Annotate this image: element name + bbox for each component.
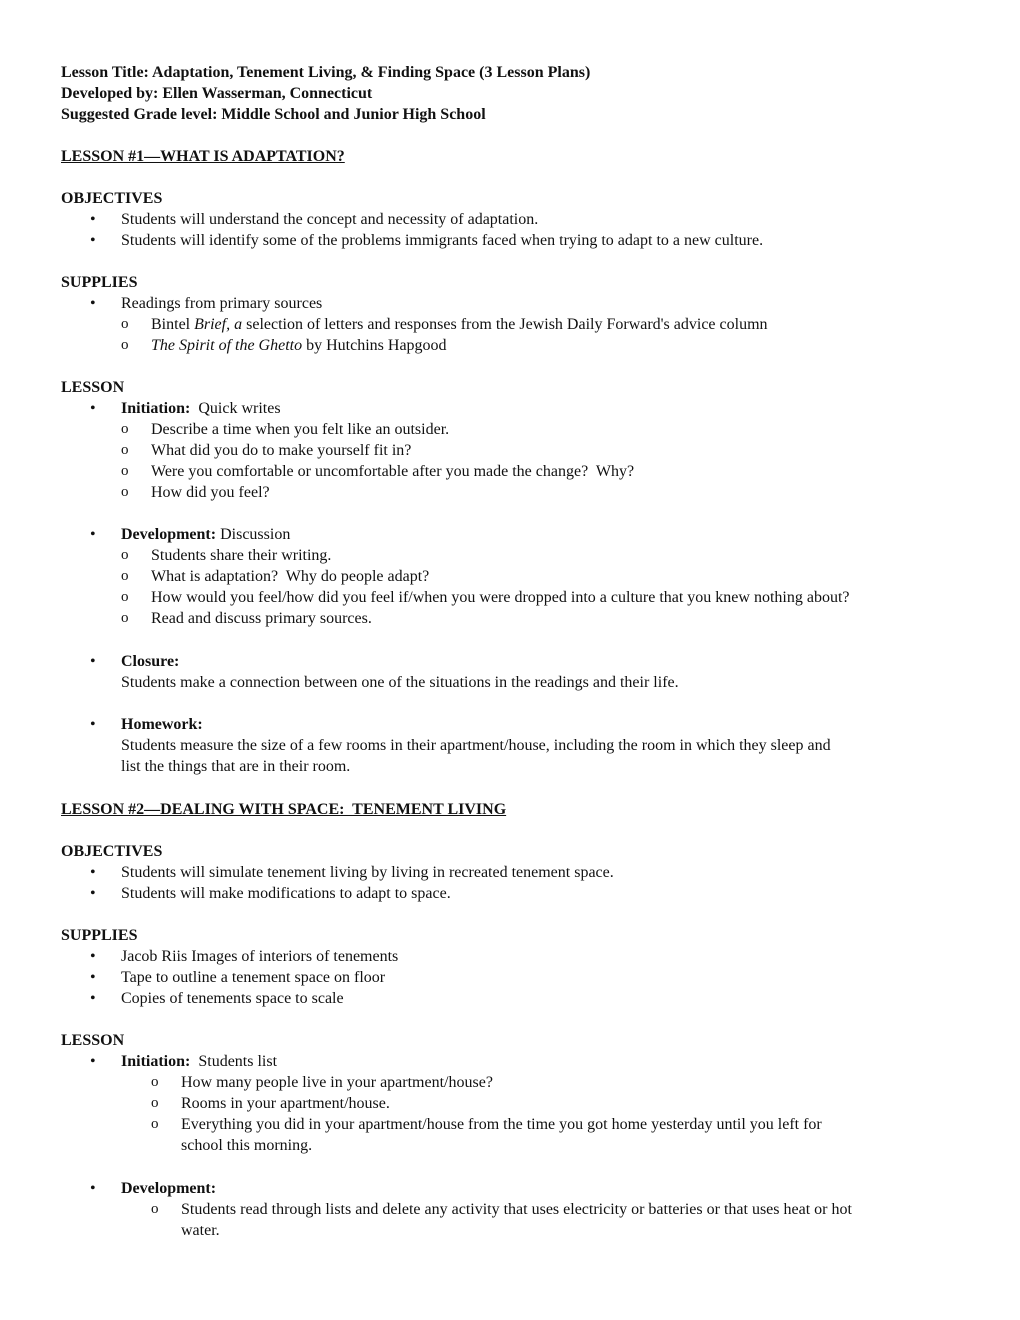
grade-level-line: Suggested Grade level: Middle School and Junior High School	[61, 106, 486, 123]
lesson2-supply: Tape to outline a tenement space on floor	[121, 969, 386, 986]
sub-bullet-marker: o	[151, 1201, 159, 1217]
closure-text: Students make a connection between one of the situations in the readings and their life.	[121, 674, 679, 691]
sub-bullet-marker: o	[121, 484, 129, 500]
lesson1-initiation-item: How did you feel?	[151, 484, 270, 501]
lesson2-heading: LESSON #2—DEALING WITH SPACE: TENEMENT LIVING	[61, 801, 507, 818]
sub-bullet-marker: o	[151, 1116, 159, 1132]
lesson1-initiation	[121, 398, 281, 419]
bullet-marker: •	[90, 885, 96, 902]
bullet-marker: •	[90, 990, 96, 1007]
lesson-title: Lesson Title: Adaptation, Tenement Living, & Finding Space (3 Lesson Plans)	[61, 64, 591, 81]
sub-bullet-marker: o	[121, 337, 129, 353]
sub-bullet-marker: o	[151, 1074, 159, 1090]
lesson1-development	[121, 524, 290, 545]
lesson1-development-item: Students share their writing.	[151, 547, 332, 564]
sub-bullet-marker: o	[121, 421, 129, 437]
bullet-marker: •	[90, 1180, 96, 1197]
bullet-marker: •	[90, 948, 96, 965]
lesson1-initiation-item: What did you do to make yourself fit in?	[151, 442, 412, 459]
sub-bullet-marker: o	[121, 442, 129, 458]
bullet-marker: •	[90, 295, 96, 312]
sub-bullet-marker: o	[121, 463, 129, 479]
lesson2-development-item-continued: water.	[181, 1222, 220, 1239]
lesson1-objectives-heading: OBJECTIVES	[61, 190, 163, 207]
bullet-marker: •	[90, 716, 96, 733]
initiation-label: Initiation:	[121, 1053, 191, 1070]
initiation-text: Quick writes	[190, 400, 281, 417]
homework-label: Homework:	[121, 716, 203, 733]
lesson2-initiation-item-continued: school this morning.	[181, 1137, 313, 1154]
developer-line: Developed by: Ellen Wasserman, Connecticut	[61, 85, 373, 102]
bullet-marker: •	[90, 211, 96, 228]
sub-bullet-marker: o	[121, 547, 129, 563]
bullet-marker: •	[90, 864, 96, 881]
lesson2-objective: Students will make modifications to adapt to space.	[121, 885, 451, 902]
lesson1-supply-sub-bintel	[151, 314, 768, 335]
sub-bullet-marker: o	[121, 589, 129, 605]
lesson1-development-item: Read and discuss primary sources.	[151, 610, 372, 627]
lesson1-supply: Readings from primary sources	[121, 295, 323, 312]
lesson2-objective: Students will simulate tenement living by living in recreated tenement space.	[121, 864, 614, 881]
lesson1-initiation-item: Were you comfortable or uncomfortable after you made the change? Why?	[151, 463, 635, 480]
bullet-marker: •	[90, 400, 96, 417]
bullet-marker: •	[90, 969, 96, 986]
lesson1-development-item: How would you feel/how did you feel if/when you were dropped into a culture that you knew nothing about?	[151, 589, 850, 606]
initiation-label: Initiation:	[121, 400, 191, 417]
bintel-prefix: Bintel	[151, 316, 195, 333]
spirit-author: by Hutchins Hapgood	[302, 337, 447, 354]
bintel-brief-title: Brief, a	[194, 316, 243, 333]
sub-bullet-marker: o	[121, 610, 129, 626]
lesson1-supply-sub-spirit	[151, 335, 447, 356]
lesson1-objective: Students will identify some of the problems immigrants faced when trying to adapt to a new culture.	[121, 232, 764, 249]
lesson1-supplies-heading: SUPPLIES	[61, 274, 138, 291]
sub-bullet-marker: o	[151, 1095, 159, 1111]
bullet-marker: •	[90, 526, 96, 543]
bintel-description: selection of letters and responses from the Jewish Daily Forward's advice column	[242, 316, 768, 333]
lesson2-supplies-heading: SUPPLIES	[61, 927, 138, 944]
lesson2-initiation-item: Rooms in your apartment/house.	[181, 1095, 390, 1112]
bullet-marker: •	[90, 1053, 96, 1070]
lesson1-development-item: What is adaptation? Why do people adapt?	[151, 568, 430, 585]
lesson2-supply: Copies of tenements space to scale	[121, 990, 344, 1007]
sub-bullet-marker: o	[121, 316, 129, 332]
lesson2-initiation	[121, 1051, 277, 1072]
homework-text-line: Students measure the size of a few rooms in their apartment/house, including the room in which they sleep and	[121, 737, 831, 754]
homework-text-line: list the things that are in their room.	[121, 758, 351, 775]
bullet-marker: •	[90, 232, 96, 249]
closure-label: Closure:	[121, 653, 180, 670]
development-label: Development:	[121, 526, 217, 543]
lesson1-objective: Students will understand the concept and necessity of adaptation.	[121, 211, 539, 228]
bullet-marker: •	[90, 653, 96, 670]
lesson2-initiation-item: How many people live in your apartment/house?	[181, 1074, 493, 1091]
spirit-of-ghetto-title: The Spirit of the Ghetto	[151, 337, 303, 354]
sub-bullet-marker: o	[121, 568, 129, 584]
development-text: Discussion	[216, 526, 291, 543]
lesson1-lesson-heading: LESSON	[61, 379, 125, 396]
lesson1-heading: LESSON #1—WHAT IS ADAPTATION?	[61, 148, 345, 165]
lesson2-supply: Jacob Riis Images of interiors of tenements	[121, 948, 399, 965]
lesson2-development-item: Students read through lists and delete any activity that uses electricity or batteries or that uses heat or hot	[181, 1201, 852, 1218]
lesson2-development-label: Development:	[121, 1180, 217, 1197]
lesson2-lesson-heading: LESSON	[61, 1032, 125, 1049]
lesson2-objectives-heading: OBJECTIVES	[61, 843, 163, 860]
initiation-text: Students list	[190, 1053, 278, 1070]
lesson2-initiation-item: Everything you did in your apartment/house from the time you got home yesterday until you left for	[181, 1116, 822, 1133]
lesson1-initiation-item: Describe a time when you felt like an outsider.	[151, 421, 450, 438]
